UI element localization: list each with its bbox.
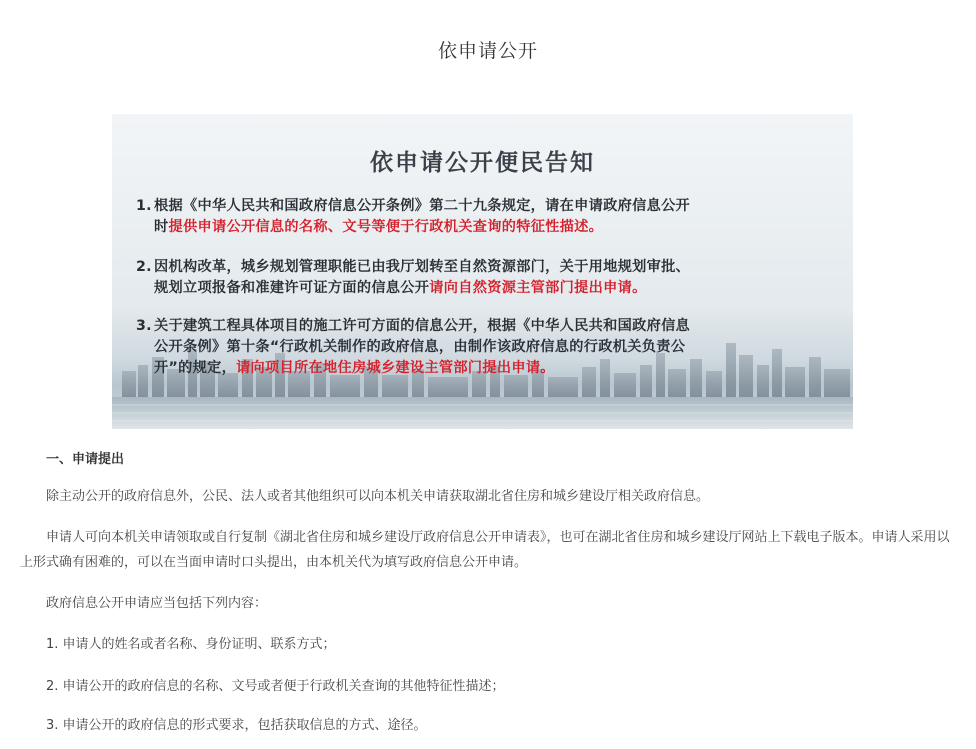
notice-text-line: 开”的规定， (154, 360, 237, 376)
notice-item-3 (136, 316, 836, 379)
list-item: 3. 申请公开的政府信息的形式要求，包括获取信息的方式、途径。 (46, 718, 427, 733)
paragraph: 政府信息公开申请应当包括下列内容： (46, 596, 268, 611)
list-item: 2. 申请公开的政府信息的名称、文号或者便于行政机关查询的其他特征性描述； (46, 679, 505, 694)
notice-number: 3. (136, 318, 152, 334)
notice-highlight: 提供申请公开信息的名称、文号等便于行政机关查询的特征性描述。 (168, 219, 604, 235)
section-heading: 一、申请提出 (46, 452, 125, 467)
page-title: 依申请公开 (437, 40, 538, 62)
notice-number: 1. (136, 198, 152, 214)
notice-banner-image (112, 114, 853, 429)
banner-title: 依申请公开便民告知 (370, 149, 595, 176)
list-item: 1. 申请人的姓名或者名称、身份证明、联系方式； (46, 637, 336, 652)
notice-item-1 (136, 196, 836, 238)
notice-text-line: 规划立项报备和准建许可证方面的信息公开 (154, 280, 430, 296)
paragraph: 除主动公开的政府信息外，公民、法人或者其他组织可以向本机关申请获取湖北省住房和城乡建设厅相关政府信息。 (46, 489, 710, 504)
notice-text-line: 公开条例》第十条“行政机关制作的政府信息，由制作该政府信息的行政机关负责公 (154, 339, 686, 355)
notice-highlight: 请向自然资源主管部门提出申请。 (429, 280, 647, 296)
notice-number: 2. (136, 259, 152, 275)
notice-text-line: 因机构改革，城乡规划管理职能已由我厅划转至自然资源部门，关于用地规划审批、 (154, 259, 691, 275)
notice-text-line: 时 (154, 219, 169, 235)
notice-highlight: 请向项目所在地住房城乡建设主管部门提出申请。 (236, 360, 555, 376)
notice-text-line: 根据《中华人民共和国政府信息公开条例》第二十九条规定，请在申请政府信息公开 (154, 198, 691, 214)
paragraph: 申请人可向本机关申请领取或自行复制《湖北省住房和城乡建设厅政府信息公开申请表》，也可在湖北省住房和城乡建设厅网站上下载电子版本。申请人采用以上形式确有困难的，可以在当面申请时口头提出，由本机关代为填写政府信息公开申请。 (20, 530, 950, 570)
notice-item-2 (136, 257, 836, 299)
notice-text-line: 关于建筑工程具体项目的施工许可方面的信息公开，根据《中华人民共和国政府信息 (154, 318, 691, 334)
